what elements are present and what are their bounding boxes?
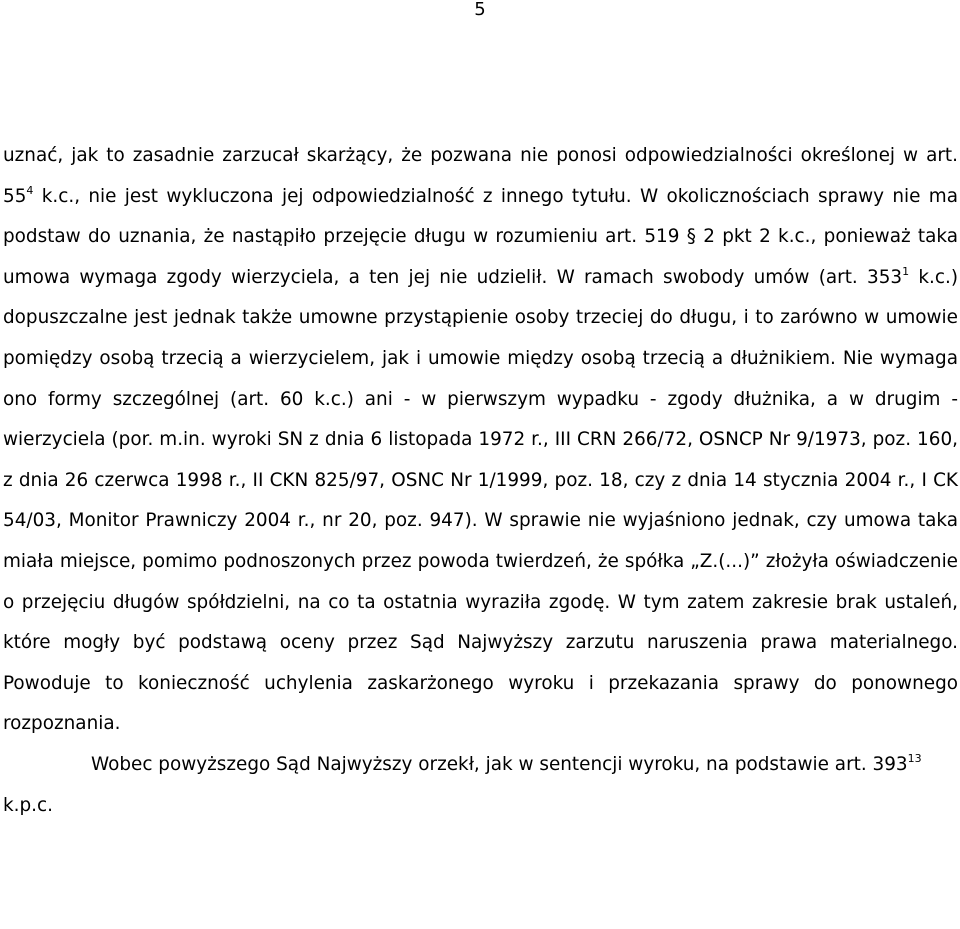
paragraph-conclusion [3, 745, 958, 826]
text-run: Wobec powyższego Sąd Najwyższy orzekł, jak w sentencji wyroku, na podstawie art. 393 [91, 753, 908, 775]
text-run: k.c., nie jest wykluczona jej odpowiedzialność z innego tytułu. W okoliczn​ościach sprawy nie ma podstaw do uznania, że nastąpiło przejęcie długu w rozumieniu art. 519 § 2 pkt 2 k.c., ponieważ taka umowa wymaga zgody wierzyciela, a ten jej nie udzielił. W ramach swobody umów (art. 353 [3, 185, 958, 288]
page-number: 5 [474, 0, 486, 20]
superscript: 13 [907, 751, 922, 765]
text-run: uznać, jak to zasadnie zarzucał skarżący, że pozwana nie ponosi odpowiedzialności określonej w art. 55 [3, 145, 958, 207]
text-run: k.p.c. [3, 794, 53, 816]
document-body [3, 136, 958, 826]
superscript: 1 [902, 264, 910, 278]
paragraph-reasoning [3, 136, 958, 745]
text-run: k.c.) dopuszczalne jest jednak także umowne przystąpienie osoby trzeciej do długu, i to zarówno w umowie pomiędzy osobą trzecią a wierzycielem, jak i umowie między osobą trzecią a dłużnikiem. Nie wymaga ono formy szczególnej (art. 60 k.c.) ani - w pierwszym wypadku - zgody dłużnika, a w drugim - wierzyciela (por. m.in. wyroki SN z dnia 6 listopada 1972 r., III CRN 266/72, OSNCP Nr 9/1973, poz. 160, z dnia 26 czerwca 1998 r., II CKN 825/97, OSNC Nr 1/1999, poz. 18, czy z dnia 14 stycznia 2004 r., I CK 54/03, Monitor Prawniczy 2004 r., nr 20, poz. 947). W sprawie nie wyjaśniono jednak, czy umowa taka miała miejsce, pomimo podnoszonych przez powoda twierdzeń, że spółka „Z.(...)” złożyła oświadczenie o przejęciu długów spółdzielni, na co ta ostatnia wyraziła zgodę. W tym zatem zakresie brak ustaleń, które mogły być podstawą oceny przez Sąd Najwyższy zarzutu naruszenia prawa materialnego. Powoduje to konieczność uchylenia zaskarżonego wyroku i przekazania sprawy do ponownego rozpoznania. [3, 266, 958, 735]
superscript: 4 [26, 183, 34, 197]
